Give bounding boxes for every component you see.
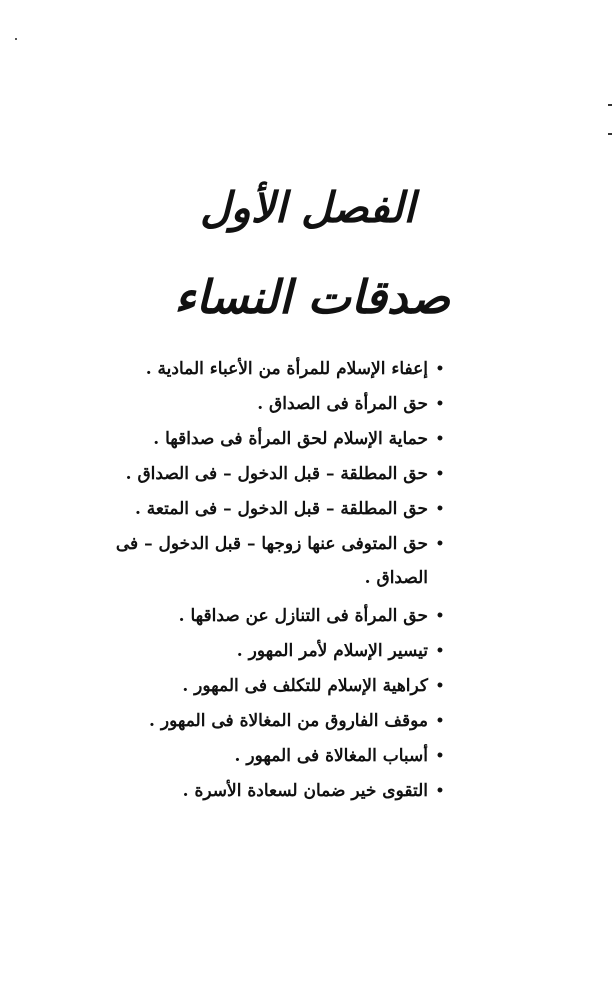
bullet-icon: • bbox=[435, 748, 445, 764]
bullet-icon: • bbox=[435, 608, 445, 624]
list-item bbox=[78, 739, 445, 774]
list-item-text: التقوى خير ضمان لسعادة الأسرة . bbox=[182, 781, 428, 801]
list-item-text: حق المرأة فى الصداق . bbox=[257, 394, 428, 414]
chapter-subtitle: صدقات النساء bbox=[174, 270, 450, 324]
list-item-text: حق المرأة فى التنازل عن صداقها . bbox=[178, 606, 428, 626]
list-item-text: حق المطلقة – قبل الدخول – فى الصداق . bbox=[125, 464, 428, 484]
list-item bbox=[78, 634, 445, 669]
list-item bbox=[78, 387, 445, 422]
list-item-text: حق المتوفى عنها زوجها – قبل الدخول – فى الصداق . bbox=[115, 534, 428, 588]
list-item-text: تيسير الإسلام لأمر المهور . bbox=[236, 641, 428, 661]
edge-mark-lower bbox=[608, 133, 612, 135]
list-item bbox=[78, 599, 445, 634]
bullet-icon: • bbox=[435, 643, 445, 659]
bullet-icon: • bbox=[435, 501, 445, 517]
list-item-text: إعفاء الإسلام للمرأة من الأعباء المادية . bbox=[145, 359, 428, 379]
bullet-icon: • bbox=[435, 536, 445, 552]
list-item bbox=[78, 352, 445, 387]
bullet-icon: • bbox=[435, 466, 445, 482]
bullet-icon: • bbox=[435, 361, 445, 377]
list-item bbox=[78, 774, 445, 809]
topics-list bbox=[78, 352, 445, 809]
bullet-icon: • bbox=[435, 783, 445, 799]
list-item bbox=[78, 527, 445, 599]
list-item bbox=[78, 704, 445, 739]
list-item bbox=[78, 422, 445, 457]
chapter-title: الفصل الأول bbox=[200, 183, 415, 232]
list-item-text: أسباب المغالاة فى المهور . bbox=[234, 746, 428, 766]
list-item bbox=[78, 492, 445, 527]
list-item-text: موقف الفاروق من المغالاة فى المهور . bbox=[149, 711, 428, 731]
bullet-icon: • bbox=[435, 431, 445, 447]
list-item-text: كراهية الإسلام للتكلف فى المهور . bbox=[182, 676, 428, 696]
list-item-text: حق المطلقة – قبل الدخول – فى المتعة . bbox=[134, 499, 428, 519]
list-item bbox=[78, 669, 445, 704]
list-item bbox=[78, 457, 445, 492]
list-item-text: حماية الإسلام لحق المرأة فى صداقها . bbox=[153, 429, 428, 449]
bullet-icon: • bbox=[435, 396, 445, 412]
edge-mark-upper bbox=[608, 104, 612, 106]
margin-dot bbox=[15, 38, 17, 40]
bullet-icon: • bbox=[435, 678, 445, 694]
bullet-icon: • bbox=[435, 713, 445, 729]
